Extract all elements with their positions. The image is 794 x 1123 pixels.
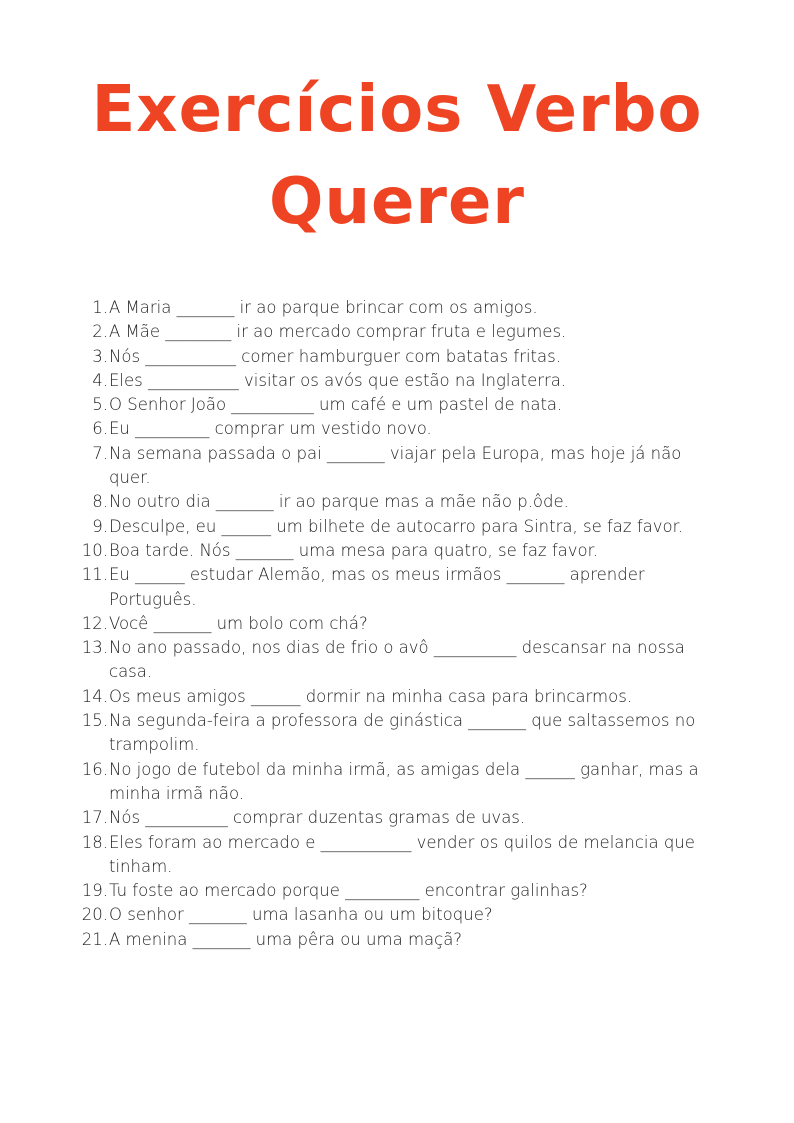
exercise-number: 19. (81, 881, 108, 901)
exercise-item-15 (0, 709, 794, 758)
exercise-number: 16. (81, 759, 108, 779)
exercise-text: Você _______ um bolo com chá? (109, 613, 368, 633)
exercise-item-14 (0, 685, 794, 709)
exercise-number: 1. (92, 298, 108, 317)
exercise-number: 12. (81, 613, 108, 633)
exercise-item-6 (0, 417, 794, 441)
exercise-item-7 (0, 442, 794, 491)
exercise-number: 6. (92, 419, 108, 439)
exercise-text: Eu _________ comprar um vestido novo. (109, 419, 432, 439)
exercise-item-8 (0, 490, 794, 514)
exercise-text: A menina _______ uma pêra ou uma maçã? (109, 929, 463, 949)
exercise-text: Nós __________ comprar duzentas gramas de uvas. (109, 808, 526, 828)
page-title-line-1: Exercícios Verbo (91, 73, 703, 147)
exercise-item-19 (0, 879, 794, 903)
exercise-number: 10. (81, 540, 108, 560)
exercise-text: O senhor _______ uma lasanha ou um bitoque? (109, 905, 493, 925)
exercise-number: 7. (92, 443, 108, 463)
exercise-text: Desculpe, eu ______ um bilhete de autocarro para Sintra, se faz favor. (109, 516, 684, 536)
exercise-item-2 (0, 320, 794, 344)
exercise-number: 17. (81, 808, 108, 828)
exercise-item-9 (0, 515, 794, 539)
exercise-text: Nós ___________ comer hamburguer com batatas fritas. (109, 346, 561, 366)
exercise-item-5 (0, 393, 794, 417)
page-title-line-2: Querer (269, 165, 525, 239)
exercise-item-16 (0, 758, 794, 807)
exercise-number: 4. (92, 370, 108, 390)
exercise-text: No jogo de futebol da minha irmã, as amigas dela ______ ganhar, mas a minha irmã não. (109, 759, 699, 803)
exercise-item-18 (0, 831, 794, 880)
exercise-number: 9. (92, 516, 108, 536)
exercise-item-3 (0, 345, 794, 369)
exercise-number: 18. (81, 832, 108, 852)
exercise-item-13 (0, 636, 794, 685)
exercise-text: Eles foram ao mercado e ___________ vender os quilos de melancia que tinham. (109, 832, 695, 876)
exercise-text: Eles ___________ visitar os avós que estão na Inglaterra. (109, 370, 567, 390)
exercise-number: 14. (81, 686, 108, 706)
exercise-text: Na semana passada o pai _______ viajar pela Europa, mas hoje já não quer. (109, 443, 682, 488)
exercise-number: 15. (81, 711, 108, 731)
exercise-text: A Maria _______ ir ao parque brincar com os amigos. (109, 298, 538, 317)
exercise-number: 8. (92, 492, 108, 512)
exercise-text: O Senhor João __________ um café e um pastel de nata. (109, 395, 563, 415)
exercise-text: A Mãe ________ ir ao mercado comprar fruta e legumes. (109, 322, 567, 342)
exercise-text: Eu ______ estudar Alemão, mas os meus irmãos _______ aprender Português. (109, 565, 645, 609)
exercise-list (0, 296, 794, 952)
exercise-item-1 (0, 296, 794, 320)
exercise-number: 3. (92, 346, 108, 366)
exercise-text: Tu foste ao mercado porque _________ encontrar galinhas? (109, 881, 588, 901)
exercise-number: 20. (81, 905, 108, 925)
exercise-item-10 (0, 539, 794, 563)
exercise-text: Na segunda-feira a professora de ginástica _______ que saltassemos no trampolim. (109, 711, 696, 755)
exercise-item-17 (0, 806, 794, 830)
exercise-text: No ano passado, nos dias de frio o avô __________ descansar na nossa casa. (109, 638, 685, 682)
exercise-number: 5. (92, 395, 108, 415)
exercise-number: 11. (81, 565, 108, 585)
exercise-text: Boa tarde. Nós _______ uma mesa para quatro, se faz favor. (109, 540, 599, 560)
exercise-item-4 (0, 369, 794, 393)
exercise-text: Os meus amigos ______ dormir na minha casa para brincarmos. (109, 686, 633, 706)
exercise-item-20 (0, 903, 794, 927)
exercise-item-11 (0, 563, 794, 612)
exercise-number: 13. (81, 638, 108, 658)
exercise-text: No outro dia _______ ir ao parque mas a mãe não p.ôde. (109, 492, 569, 512)
exercise-item-12 (0, 612, 794, 636)
exercise-number: 2. (92, 322, 108, 342)
exercise-item-21 (0, 928, 794, 952)
exercise-number: 21. (81, 929, 108, 949)
